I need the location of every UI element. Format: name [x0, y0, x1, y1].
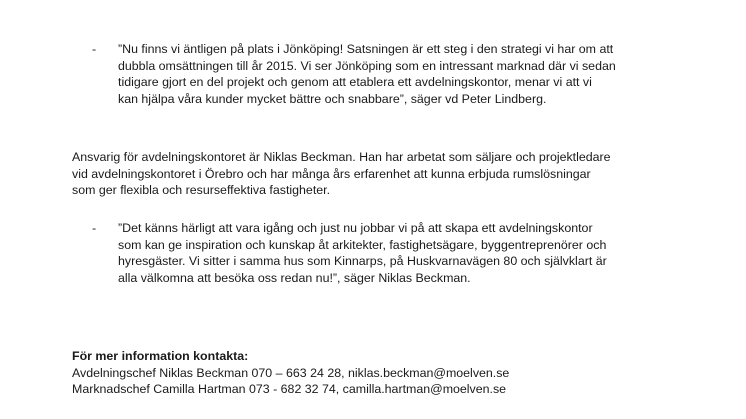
quote-niklas-beckman	[118, 220, 607, 286]
paragraph-responsible	[72, 149, 611, 199]
quote-peter-lindberg	[118, 41, 616, 107]
bullet-dash: -	[92, 42, 97, 56]
contact-section	[72, 348, 509, 398]
paragraph-line: Ansvarig för avdelningskontoret är Niklas Beckman. Han har arbetat som säljare och projektledare	[72, 150, 611, 164]
cut-off-text-fragment	[72, 0, 692, 6]
bullet-dash: -	[92, 221, 97, 235]
quote-line: hyresgäster. Vi sitter i samma hus som Kinnarps, på Huskvarnavägen 80 och självklart är	[118, 254, 607, 269]
paragraph-line: vid avdelningskontoret i Örebro och har många års erfarenhet att kunna erbjuda rumslösningar	[72, 166, 591, 181]
contact-heading: För mer information kontakta:	[72, 349, 249, 363]
quote-line: ”Nu finns vi äntligen på plats i Jönköping! Satsningen är ett steg i den strategi vi har om att	[118, 42, 614, 56]
paragraph-line: som ger flexibla och resurseffektiva fastigheter.	[72, 183, 331, 198]
contact-line: Marknadschef Camilla Hartman 073 - 682 32 74, camilla.hartman@moelven.se	[72, 382, 507, 397]
quote-line: kan hjälpa våra kunder mycket bättre och snabbare”, säger vd Peter Lindberg.	[118, 91, 547, 106]
quote-line: dubbla omsättningen till år 2015. Vi ser Jönköping som en intressant marknad där vi sedan	[118, 58, 616, 73]
contact-line: Avdelningschef Niklas Beckman 070 – 663 24 28, niklas.beckman@moelven.se	[72, 365, 510, 380]
quote-line: tidigare gjort en del projekt och genom att etablera ett avdelningskontor, menar vi att vi	[118, 75, 592, 90]
quote-line: som kan ge inspiration och kunskap åt arkitekter, fastighetsägare, byggentreprenörer och	[118, 237, 607, 252]
quote-line: ”Det känns härligt att vara igång och just nu jobbar vi på att skapa ett avdelningskontor	[118, 221, 593, 235]
quote-line: alla välkomna att besöka oss redan nu!”, säger Niklas Beckman.	[118, 270, 471, 285]
